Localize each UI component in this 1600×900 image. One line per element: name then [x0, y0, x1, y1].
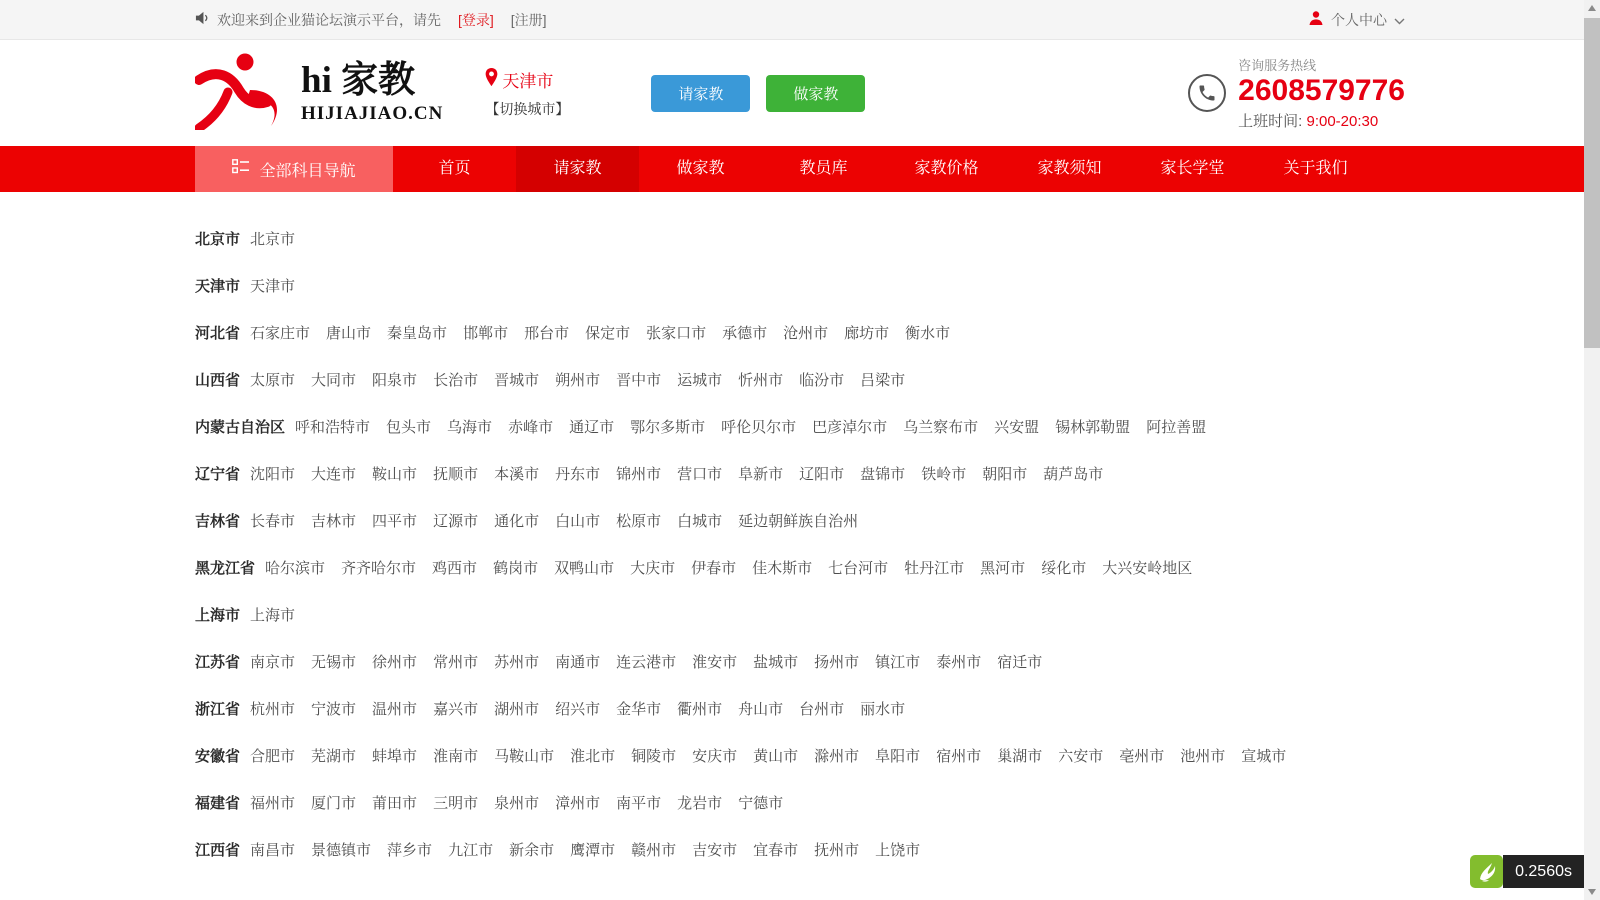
city-link[interactable]: 鄂尔多斯市 [630, 419, 706, 436]
nav-item[interactable] [1254, 146, 1377, 192]
hotline-number: 2608579776 [1238, 74, 1405, 108]
city-link[interactable]: 吉林市 [311, 513, 357, 530]
province-row [195, 262, 1405, 309]
city-link[interactable]: 宣城市 [1241, 748, 1287, 765]
city-link[interactable]: 徐州市 [372, 654, 418, 671]
city-list [250, 463, 1119, 484]
province-name: 河北省 [195, 325, 241, 342]
province-row [195, 638, 1405, 685]
thinkphp-flame-icon[interactable] [1470, 855, 1503, 888]
province-row [195, 591, 1405, 638]
city-link[interactable]: 无锡市 [311, 654, 357, 671]
scrollbar-down-arrow[interactable] [1584, 884, 1600, 900]
city-link[interactable]: 淮安市 [692, 654, 738, 671]
main-nav [0, 146, 1600, 192]
province-row [195, 309, 1405, 356]
city-link[interactable]: 乌兰察布市 [903, 419, 979, 436]
city-link[interactable]: 衢州市 [677, 701, 723, 718]
city-link[interactable]: 忻州市 [738, 372, 784, 389]
province-name: 山西省 [195, 372, 241, 389]
city-link[interactable]: 巢湖市 [997, 748, 1043, 765]
city-link[interactable]: 临汾市 [799, 372, 845, 389]
city-link[interactable]: 盐城市 [753, 654, 799, 671]
city-link[interactable]: 邯郸市 [463, 325, 509, 342]
city-link[interactable]: 七台河市 [828, 560, 889, 577]
city-link[interactable]: 芜湖市 [311, 748, 357, 765]
city-link[interactable]: 南京市 [250, 654, 296, 671]
city-link[interactable]: 六安市 [1058, 748, 1104, 765]
city-link[interactable]: 亳州市 [1119, 748, 1165, 765]
city-link[interactable]: 福州市 [250, 795, 296, 812]
province-name: 吉林省 [195, 513, 241, 530]
city-link[interactable]: 南昌市 [250, 842, 296, 859]
city-link[interactable]: 齐齐哈尔市 [341, 560, 417, 577]
nav-item[interactable] [393, 146, 516, 192]
city-link[interactable]: 大同市 [311, 372, 357, 389]
city-link[interactable]: 赤峰市 [508, 419, 554, 436]
city-link[interactable]: 温州市 [372, 701, 418, 718]
nav-item-label: 教员库 [799, 160, 848, 177]
city-list [250, 369, 921, 390]
city-link[interactable]: 本溪市 [494, 466, 540, 483]
city-link[interactable]: 厦门市 [311, 795, 357, 812]
province-name: 上海市 [195, 607, 241, 624]
city-directory [195, 192, 1405, 873]
city-link[interactable]: 黑河市 [980, 560, 1026, 577]
city-link[interactable]: 唐山市 [326, 325, 372, 342]
hotline-block [1188, 55, 1405, 131]
city-link[interactable]: 阜新市 [738, 466, 784, 483]
hotline-label: 咨询服务热线 [1238, 58, 1317, 74]
speaker-icon [195, 11, 210, 28]
city-link[interactable]: 合肥市 [250, 748, 296, 765]
nav-item[interactable] [1008, 146, 1131, 192]
city-link[interactable]: 淮北市 [570, 748, 616, 765]
city-link[interactable]: 邢台市 [524, 325, 570, 342]
city-link[interactable]: 北京市 [250, 231, 296, 248]
city-link[interactable]: 九江市 [448, 842, 494, 859]
city-link[interactable]: 鸡西市 [432, 560, 478, 577]
city-link[interactable]: 三明市 [433, 795, 479, 812]
city-link[interactable]: 晋中市 [616, 372, 662, 389]
city-link[interactable]: 扬州市 [814, 654, 860, 671]
city-link[interactable]: 运城市 [677, 372, 723, 389]
city-link[interactable]: 通辽市 [569, 419, 615, 436]
city-link[interactable]: 南平市 [616, 795, 662, 812]
city-list [250, 792, 799, 813]
register-link[interactable]: [注册] [510, 11, 547, 28]
city-link[interactable]: 兴安盟 [994, 419, 1040, 436]
site-header [0, 40, 1600, 146]
city-link[interactable]: 衡水市 [905, 325, 951, 342]
city-link[interactable]: 鹤岗市 [493, 560, 539, 577]
city-link[interactable]: 晋城市 [494, 372, 540, 389]
city-link[interactable]: 宜春市 [753, 842, 799, 859]
province-row [195, 450, 1405, 497]
city-link[interactable]: 马鞍山市 [494, 748, 555, 765]
city-link[interactable]: 嘉兴市 [433, 701, 479, 718]
city-link[interactable]: 牡丹江市 [904, 560, 965, 577]
city-link[interactable]: 长治市 [433, 372, 479, 389]
user-center-label: 个人中心 [1331, 11, 1387, 28]
city-link[interactable]: 锦州市 [616, 466, 662, 483]
nav-items [393, 146, 1377, 192]
nav-item-label: 家教须知 [1037, 160, 1102, 177]
city-link[interactable]: 通化市 [494, 513, 540, 530]
city-link[interactable]: 大连市 [311, 466, 357, 483]
user-icon [1308, 10, 1324, 29]
city-link[interactable]: 宁波市 [311, 701, 357, 718]
province-row [195, 497, 1405, 544]
city-list [250, 651, 1058, 672]
city-link[interactable]: 铜陵市 [631, 748, 677, 765]
user-center-menu[interactable] [1308, 10, 1405, 30]
city-link[interactable]: 辽阳市 [799, 466, 845, 483]
city-list [250, 698, 921, 719]
city-link[interactable]: 滁州市 [814, 748, 860, 765]
city-link[interactable]: 宿迁市 [997, 654, 1043, 671]
nav-item[interactable] [1131, 146, 1254, 192]
province-row [195, 544, 1405, 591]
current-city[interactable] [485, 67, 569, 92]
city-link[interactable]: 呼伦贝尔市 [721, 419, 797, 436]
hijiajiao-logo-mark-icon [195, 52, 291, 135]
province-row [195, 732, 1405, 779]
city-link[interactable]: 延边朝鲜族自治州 [738, 513, 859, 530]
city-link[interactable]: 太原市 [250, 372, 296, 389]
province-row [195, 779, 1405, 826]
logo-title: hi 家教 [301, 59, 416, 101]
city-link[interactable]: 保定市 [585, 325, 631, 342]
city-link[interactable]: 辽源市 [433, 513, 479, 530]
city-link[interactable]: 松原市 [616, 513, 662, 530]
city-list [250, 604, 311, 625]
nav-item-label: 关于我们 [1283, 160, 1348, 177]
city-link[interactable]: 湖州市 [494, 701, 540, 718]
province-name: 辽宁省 [195, 466, 241, 483]
welcome-text: 欢迎来到企业猫论坛演示平台，请先 [217, 11, 441, 28]
city-link[interactable]: 萍乡市 [387, 842, 433, 859]
city-link[interactable]: 天津市 [250, 278, 296, 295]
city-link[interactable]: 盘锦市 [860, 466, 906, 483]
province-row [195, 685, 1405, 732]
province-name: 天津市 [195, 278, 241, 295]
city-link[interactable]: 丽水市 [860, 701, 906, 718]
city-link[interactable]: 呼和浩特市 [295, 419, 371, 436]
city-link[interactable]: 连云港市 [616, 654, 677, 671]
city-link[interactable]: 石家庄市 [250, 325, 311, 342]
city-link[interactable]: 苏州市 [494, 654, 540, 671]
city-link[interactable]: 泰州市 [936, 654, 982, 671]
city-link[interactable]: 阿拉善盟 [1146, 419, 1207, 436]
city-link[interactable]: 张家口市 [646, 325, 707, 342]
city-link[interactable]: 长春市 [250, 513, 296, 530]
city-link[interactable]: 常州市 [433, 654, 479, 671]
city-link[interactable]: 鹰潭市 [570, 842, 616, 859]
city-link[interactable]: 大兴安岭地区 [1102, 560, 1193, 577]
city-link[interactable]: 安庆市 [692, 748, 738, 765]
city-link[interactable]: 蚌埠市 [372, 748, 418, 765]
switch-city-link[interactable]: 【切换城市】 [485, 101, 570, 117]
nav-item[interactable] [762, 146, 885, 192]
city-link[interactable]: 承德市 [722, 325, 768, 342]
logo-domain: HIJIAJIAO.CN [301, 103, 444, 125]
city-link[interactable]: 泉州市 [494, 795, 540, 812]
login-link[interactable]: [登录] [458, 11, 494, 28]
city-link[interactable]: 阜阳市 [875, 748, 921, 765]
city-link[interactable]: 赣州市 [631, 842, 677, 859]
city-link[interactable]: 哈尔滨市 [265, 560, 326, 577]
city-link[interactable]: 淮南市 [433, 748, 479, 765]
city-link[interactable]: 新余市 [509, 842, 555, 859]
province-name: 江西省 [195, 842, 241, 859]
city-link[interactable]: 池州市 [1180, 748, 1226, 765]
scrollbar[interactable] [1584, 0, 1600, 900]
page-load-time: 0.2560s [1503, 855, 1584, 888]
city-list [295, 416, 1222, 437]
province-row [195, 215, 1405, 262]
site-logo[interactable] [195, 52, 443, 135]
city-link[interactable]: 抚顺市 [433, 466, 479, 483]
scrollbar-thumb[interactable] [1584, 18, 1600, 348]
city-link[interactable]: 绥化市 [1041, 560, 1087, 577]
city-link[interactable]: 莆田市 [372, 795, 418, 812]
city-link[interactable]: 绍兴市 [555, 701, 601, 718]
scrollbar-up-arrow[interactable] [1584, 0, 1600, 16]
nav-item-label: 请家教 [553, 160, 602, 177]
city-link[interactable]: 大庆市 [630, 560, 676, 577]
city-link[interactable]: 白城市 [677, 513, 723, 530]
city-link[interactable]: 丹东市 [555, 466, 601, 483]
nav-item[interactable] [885, 146, 1008, 192]
city-link[interactable]: 台州市 [799, 701, 845, 718]
city-link[interactable]: 漳州市 [555, 795, 601, 812]
city-link[interactable]: 朔州市 [555, 372, 601, 389]
city-link[interactable]: 双鸭山市 [554, 560, 615, 577]
city-link[interactable]: 上饶市 [875, 842, 921, 859]
city-link[interactable]: 白山市 [555, 513, 601, 530]
city-link[interactable]: 杭州市 [250, 701, 296, 718]
province-name: 内蒙古自治区 [195, 419, 286, 436]
work-time [1238, 110, 1405, 131]
city-link[interactable]: 四平市 [372, 513, 418, 530]
province-name: 黑龙江省 [195, 560, 256, 577]
all-subjects-nav[interactable] [195, 146, 393, 192]
category-grid-icon [232, 159, 250, 179]
city-link[interactable]: 乌海市 [447, 419, 493, 436]
province-name: 江苏省 [195, 654, 241, 671]
phone-icon [1188, 74, 1226, 112]
province-name: 福建省 [195, 795, 241, 812]
city-link[interactable]: 南通市 [555, 654, 601, 671]
city-link[interactable]: 龙岩市 [677, 795, 723, 812]
city-link[interactable]: 营口市 [677, 466, 723, 483]
nav-item-label: 家教价格 [914, 160, 979, 177]
city-link[interactable]: 秦皇岛市 [387, 325, 448, 342]
city-link[interactable]: 葫芦岛市 [1043, 466, 1104, 483]
city-link[interactable]: 景德镇市 [311, 842, 372, 859]
city-link[interactable]: 宿州市 [936, 748, 982, 765]
city-list [265, 557, 1208, 578]
city-link[interactable]: 包头市 [386, 419, 432, 436]
current-city-label: 天津市 [502, 72, 554, 91]
city-link[interactable]: 吉安市 [692, 842, 738, 859]
city-link[interactable]: 金华市 [616, 701, 662, 718]
province-name: 北京市 [195, 231, 241, 248]
nav-item-label: 家长学堂 [1160, 160, 1225, 177]
city-link[interactable]: 佳木斯市 [752, 560, 813, 577]
debug-trace-bar[interactable] [1470, 855, 1584, 888]
city-list [250, 228, 311, 249]
chevron-down-icon [1394, 12, 1405, 28]
province-row [195, 356, 1405, 403]
city-link[interactable]: 沧州市 [783, 325, 829, 342]
province-row [195, 403, 1405, 450]
topbar [0, 0, 1600, 40]
nav-item-label: 首页 [438, 160, 471, 177]
work-time-label: 上班时间: [1238, 112, 1303, 130]
city-link[interactable]: 朝阳市 [982, 466, 1028, 483]
work-time-value: 9:00-20:30 [1306, 112, 1379, 130]
city-link[interactable]: 上海市 [250, 607, 296, 624]
all-subjects-label: 全部科目导航 [259, 162, 356, 180]
city-link[interactable]: 铁岭市 [921, 466, 967, 483]
nav-item[interactable] [516, 146, 639, 192]
nav-item[interactable] [639, 146, 762, 192]
city-list [250, 745, 1302, 766]
city-link[interactable]: 黄山市 [753, 748, 799, 765]
city-link[interactable]: 沈阳市 [250, 466, 296, 483]
nav-item-label: 做家教 [676, 160, 725, 177]
city-link[interactable]: 锡林郭勒盟 [1055, 419, 1131, 436]
city-list [250, 275, 311, 296]
city-link[interactable]: 镇江市 [875, 654, 921, 671]
city-link[interactable]: 阳泉市 [372, 372, 418, 389]
location-pin-icon [485, 68, 498, 91]
city-link[interactable]: 巴彦淖尔市 [812, 419, 888, 436]
city-link[interactable]: 抚州市 [814, 842, 860, 859]
city-list [250, 322, 966, 343]
request-tutor-button[interactable]: 请家教 [651, 75, 750, 112]
city-link[interactable]: 鞍山市 [372, 466, 418, 483]
city-link[interactable]: 伊春市 [691, 560, 737, 577]
city-link[interactable]: 宁德市 [738, 795, 784, 812]
city-list [250, 839, 936, 860]
city-link[interactable]: 吕梁市 [860, 372, 906, 389]
province-name: 安徽省 [195, 748, 241, 765]
province-name: 浙江省 [195, 701, 241, 718]
city-link[interactable]: 廊坊市 [844, 325, 890, 342]
location-block [485, 67, 569, 119]
become-tutor-button[interactable]: 做家教 [766, 75, 865, 112]
city-list [250, 510, 874, 531]
city-link[interactable]: 舟山市 [738, 701, 784, 718]
province-row [195, 826, 1405, 873]
